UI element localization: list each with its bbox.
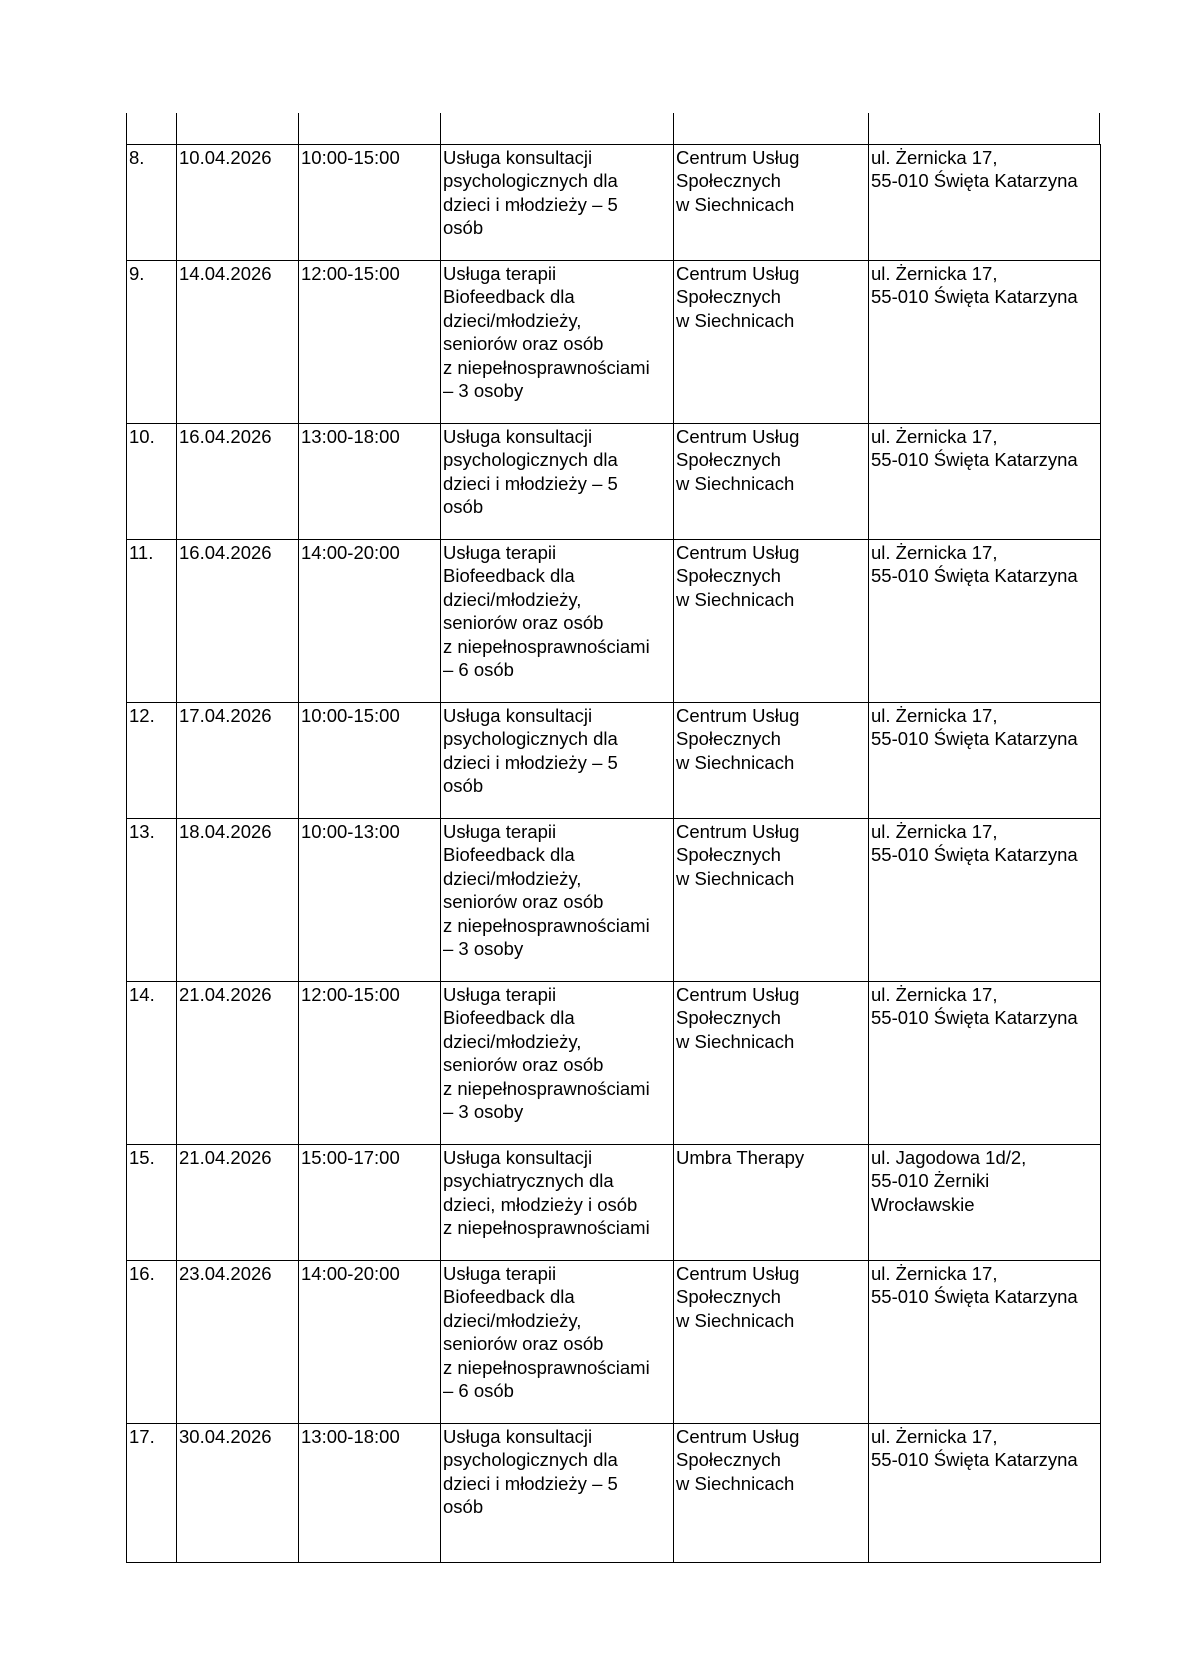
provider-cell (674, 1261, 869, 1424)
provider-line: Społecznych (676, 1449, 781, 1471)
address-cell (869, 982, 1101, 1145)
service-line: z niepełnosprawnościami (443, 1356, 650, 1378)
service-line: seniorów oraz osób (443, 891, 604, 913)
address-cell (869, 1145, 1101, 1261)
provider-cell (674, 424, 869, 540)
table-row (127, 1424, 1101, 1563)
address-line: ul. Jagodowa 1d/2, (871, 1147, 1027, 1168)
service-cell (441, 1145, 674, 1261)
table-continuation-stub (126, 113, 1100, 144)
provider-line: Centrum Usług (676, 1426, 800, 1447)
row-number-cell: 17. (127, 1424, 177, 1563)
provider-line: w Siechnicach (676, 1309, 795, 1331)
time-cell: 13:00-18:00 (299, 424, 441, 540)
time-cell: 13:00-18:00 (299, 1424, 441, 1563)
provider-line: Społecznych (676, 844, 781, 866)
schedule-table-body (127, 145, 1101, 1563)
schedule-table-wrapper (126, 113, 1100, 1563)
table-row (127, 1261, 1101, 1424)
provider-line: Umbra Therapy (676, 1147, 805, 1168)
address-line: ul. Żernicka 17, (871, 542, 998, 563)
address-cell (869, 540, 1101, 703)
table-row (127, 261, 1101, 424)
address-line: 55-010 Święta Katarzyna (871, 170, 1078, 192)
service-line: dzieci i młodzieży – 5 (443, 472, 618, 494)
address-cell (869, 703, 1101, 819)
provider-cell (674, 1145, 869, 1261)
address-line: ul. Żernicka 17, (871, 263, 998, 284)
address-line: 55-010 Żerniki (871, 1170, 990, 1192)
provider-line: Centrum Usług (676, 263, 800, 284)
service-line: dzieci/młodzieży, (443, 867, 582, 889)
provider-line: Społecznych (676, 1007, 781, 1029)
provider-line: Społecznych (676, 449, 781, 471)
service-line: Usługa terapii (443, 984, 557, 1005)
provider-cell (674, 1424, 869, 1563)
address-cell (869, 261, 1101, 424)
service-line: Biofeedback dla (443, 565, 575, 587)
service-line: Usługa konsultacji (443, 1426, 593, 1447)
service-line: – 3 osoby (443, 380, 524, 402)
service-cell (441, 982, 674, 1145)
service-line: Usługa terapii (443, 263, 557, 284)
column-divider (868, 113, 869, 144)
service-cell (441, 1261, 674, 1424)
row-number-cell: 15. (127, 1145, 177, 1261)
row-number-cell: 16. (127, 1261, 177, 1424)
service-line: Usługa konsultacji (443, 705, 593, 726)
address-line: 55-010 Święta Katarzyna (871, 1449, 1078, 1471)
date-cell: 16.04.2026 (177, 540, 299, 703)
address-line: ul. Żernicka 17, (871, 1426, 998, 1447)
service-cell (441, 819, 674, 982)
address-line: 55-010 Święta Katarzyna (871, 1007, 1078, 1029)
address-line: 55-010 Święta Katarzyna (871, 286, 1078, 308)
date-cell: 30.04.2026 (177, 1424, 299, 1563)
service-line: psychologicznych dla (443, 449, 618, 471)
time-cell: 12:00-15:00 (299, 261, 441, 424)
service-line: – 6 osób (443, 659, 514, 681)
service-line: z niepełnosprawnościami (443, 1077, 650, 1099)
address-line: Wrocławskie (871, 1193, 975, 1215)
service-line: dzieci i młodzieży – 5 (443, 1472, 618, 1494)
address-line: 55-010 Święta Katarzyna (871, 728, 1078, 750)
provider-cell (674, 145, 869, 261)
provider-line: Społecznych (676, 170, 781, 192)
column-divider (126, 113, 127, 144)
row-number-cell: 12. (127, 703, 177, 819)
service-line: Usługa terapii (443, 821, 557, 842)
provider-line: Społecznych (676, 728, 781, 750)
service-line: Usługa terapii (443, 1263, 557, 1284)
service-line: – 3 osoby (443, 1101, 524, 1123)
provider-line: Centrum Usług (676, 1263, 800, 1284)
service-line: Usługa terapii (443, 542, 557, 563)
table-row (127, 819, 1101, 982)
provider-line: Społecznych (676, 565, 781, 587)
address-line: 55-010 Święta Katarzyna (871, 844, 1078, 866)
column-divider (673, 113, 674, 144)
provider-cell (674, 261, 869, 424)
provider-cell (674, 540, 869, 703)
service-line: dzieci/młodzieży, (443, 588, 582, 610)
service-line: dzieci i młodzieży – 5 (443, 193, 618, 215)
address-cell (869, 819, 1101, 982)
provider-cell (674, 982, 869, 1145)
provider-line: Centrum Usług (676, 984, 800, 1005)
table-row (127, 1145, 1101, 1261)
address-cell (869, 1424, 1101, 1563)
provider-line: Centrum Usług (676, 705, 800, 726)
service-line: seniorów oraz osób (443, 333, 604, 355)
address-line: ul. Żernicka 17, (871, 426, 998, 447)
time-cell: 15:00-17:00 (299, 1145, 441, 1261)
column-divider (176, 113, 177, 144)
row-number-cell: 10. (127, 424, 177, 540)
service-line: dzieci/młodzieży, (443, 1309, 582, 1331)
service-line: psychiatrycznych dla (443, 1170, 614, 1192)
service-line: dzieci/młodzieży, (443, 1030, 582, 1052)
provider-cell (674, 819, 869, 982)
service-line: Biofeedback dla (443, 1007, 575, 1029)
column-divider (1099, 113, 1100, 144)
address-line: ul. Żernicka 17, (871, 1263, 998, 1284)
service-line: dzieci i młodzieży – 5 (443, 751, 618, 773)
service-cell (441, 261, 674, 424)
provider-line: w Siechnicach (676, 867, 795, 889)
service-line: Biofeedback dla (443, 286, 575, 308)
service-line: seniorów oraz osób (443, 1333, 604, 1355)
table-row (127, 424, 1101, 540)
time-cell: 14:00-20:00 (299, 540, 441, 703)
service-line: z niepełnosprawnościami (443, 356, 650, 378)
address-cell (869, 424, 1101, 540)
service-line: osób (443, 775, 484, 797)
service-line: – 3 osoby (443, 938, 524, 960)
service-cell (441, 540, 674, 703)
service-line: z niepełnosprawnościami (443, 914, 650, 936)
service-line: dzieci, młodzieży i osób (443, 1193, 638, 1215)
service-line: psychologicznych dla (443, 170, 618, 192)
service-line: – 6 osób (443, 1380, 514, 1402)
address-cell (869, 145, 1101, 261)
provider-line: Centrum Usług (676, 821, 800, 842)
time-cell: 14:00-20:00 (299, 1261, 441, 1424)
row-number-cell: 13. (127, 819, 177, 982)
date-cell: 14.04.2026 (177, 261, 299, 424)
provider-line: w Siechnicach (676, 309, 795, 331)
service-line: dzieci/młodzieży, (443, 309, 582, 331)
provider-line: Społecznych (676, 1286, 781, 1308)
table-row (127, 540, 1101, 703)
column-divider (440, 113, 441, 144)
service-line: z niepełnosprawnościami (443, 1217, 650, 1239)
date-cell: 18.04.2026 (177, 819, 299, 982)
schedule-table (126, 144, 1101, 1563)
service-cell (441, 145, 674, 261)
row-number-cell: 14. (127, 982, 177, 1145)
service-line: seniorów oraz osób (443, 1054, 604, 1076)
provider-line: w Siechnicach (676, 588, 795, 610)
address-line: 55-010 Święta Katarzyna (871, 449, 1078, 471)
service-line: osób (443, 217, 484, 239)
service-line: Usługa konsultacji (443, 426, 593, 447)
provider-line: Centrum Usług (676, 542, 800, 563)
date-cell: 21.04.2026 (177, 1145, 299, 1261)
provider-cell (674, 703, 869, 819)
service-line: osób (443, 496, 484, 518)
table-row (127, 145, 1101, 261)
service-line: Biofeedback dla (443, 1286, 575, 1308)
service-line: seniorów oraz osób (443, 612, 604, 634)
provider-line: w Siechnicach (676, 1030, 795, 1052)
date-cell: 16.04.2026 (177, 424, 299, 540)
address-line: ul. Żernicka 17, (871, 705, 998, 726)
service-line: Usługa konsultacji (443, 147, 593, 168)
table-row (127, 982, 1101, 1145)
address-cell (869, 1261, 1101, 1424)
provider-line: Społecznych (676, 286, 781, 308)
table-row (127, 703, 1101, 819)
provider-line: w Siechnicach (676, 193, 795, 215)
service-cell (441, 424, 674, 540)
provider-line: w Siechnicach (676, 751, 795, 773)
row-number-cell: 8. (127, 145, 177, 261)
time-cell: 10:00-15:00 (299, 145, 441, 261)
address-line: 55-010 Święta Katarzyna (871, 565, 1078, 587)
address-line: 55-010 Święta Katarzyna (871, 1286, 1078, 1308)
service-line: Usługa konsultacji (443, 1147, 593, 1168)
address-line: ul. Żernicka 17, (871, 147, 998, 168)
row-number-cell: 11. (127, 540, 177, 703)
provider-line: w Siechnicach (676, 472, 795, 494)
time-cell: 10:00-15:00 (299, 703, 441, 819)
column-divider (298, 113, 299, 144)
service-line: z niepełnosprawnościami (443, 635, 650, 657)
date-cell: 17.04.2026 (177, 703, 299, 819)
provider-line: Centrum Usług (676, 147, 800, 168)
time-cell: 10:00-13:00 (299, 819, 441, 982)
service-line: osób (443, 1496, 484, 1518)
service-line: psychologicznych dla (443, 728, 618, 750)
service-cell (441, 1424, 674, 1563)
date-cell: 10.04.2026 (177, 145, 299, 261)
provider-line: w Siechnicach (676, 1472, 795, 1494)
service-line: psychologicznych dla (443, 1449, 618, 1471)
address-line: ul. Żernicka 17, (871, 984, 998, 1005)
time-cell: 12:00-15:00 (299, 982, 441, 1145)
date-cell: 21.04.2026 (177, 982, 299, 1145)
address-line: ul. Żernicka 17, (871, 821, 998, 842)
service-line: Biofeedback dla (443, 844, 575, 866)
row-number-cell: 9. (127, 261, 177, 424)
provider-line: Centrum Usług (676, 426, 800, 447)
service-cell (441, 703, 674, 819)
date-cell: 23.04.2026 (177, 1261, 299, 1424)
